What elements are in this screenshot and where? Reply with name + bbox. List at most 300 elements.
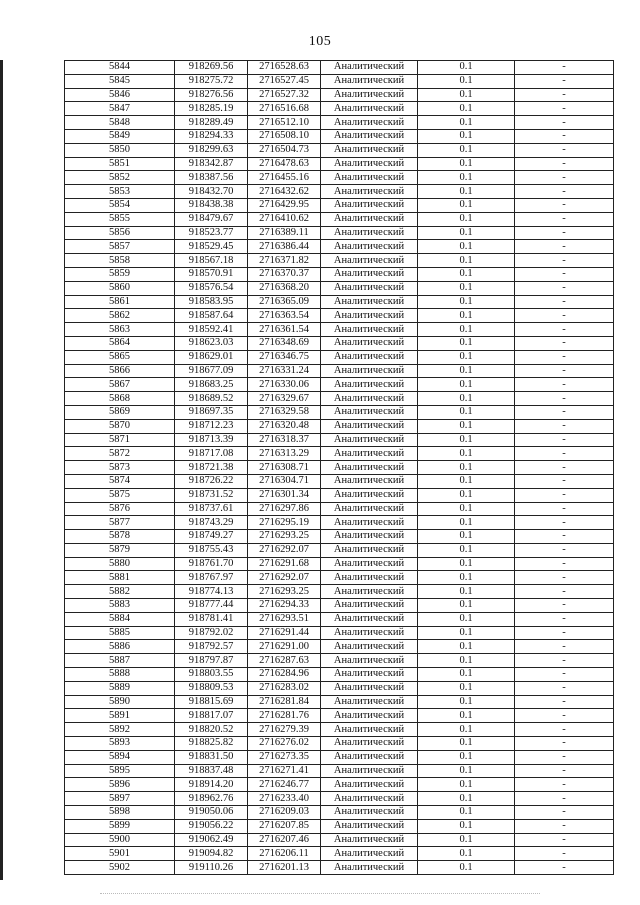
y-coordinate-cell: 2716329.58 [248,405,321,419]
point-number-cell: 5846 [65,88,175,102]
method-cell: Аналитический [321,392,418,406]
point-number-cell: 5852 [65,171,175,185]
y-coordinate-cell: 2716297.86 [248,502,321,516]
note-cell: - [515,74,614,88]
note-cell: - [515,474,614,488]
note-cell: - [515,599,614,613]
x-coordinate-cell: 918797.87 [175,654,248,668]
x-coordinate-cell: 918837.48 [175,764,248,778]
method-cell: Аналитический [321,336,418,350]
accuracy-cell: 0.1 [418,198,515,212]
scan-edge-bar [0,60,3,880]
accuracy-cell: 0.1 [418,474,515,488]
method-cell: Аналитический [321,599,418,613]
accuracy-cell: 0.1 [418,792,515,806]
table-row [65,461,614,475]
method-cell: Аналитический [321,323,418,337]
table-row [65,723,614,737]
method-cell: Аналитический [321,364,418,378]
note-cell: - [515,778,614,792]
accuracy-cell: 0.1 [418,212,515,226]
x-coordinate-cell: 918623.03 [175,336,248,350]
note-cell: - [515,323,614,337]
table-row [65,764,614,778]
point-number-cell: 5901 [65,847,175,861]
accuracy-cell: 0.1 [418,157,515,171]
point-number-cell: 5868 [65,392,175,406]
accuracy-cell: 0.1 [418,806,515,820]
y-coordinate-cell: 2716386.44 [248,240,321,254]
point-number-cell: 5885 [65,626,175,640]
point-number-cell: 5855 [65,212,175,226]
accuracy-cell: 0.1 [418,74,515,88]
y-coordinate-cell: 2716516.68 [248,102,321,116]
accuracy-cell: 0.1 [418,88,515,102]
coordinates-table [64,60,614,875]
method-cell: Аналитический [321,226,418,240]
x-coordinate-cell: 918809.53 [175,681,248,695]
method-cell: Аналитический [321,295,418,309]
y-coordinate-cell: 2716206.11 [248,847,321,861]
method-cell: Аналитический [321,543,418,557]
point-number-cell: 5877 [65,516,175,530]
method-cell: Аналитический [321,571,418,585]
note-cell: - [515,488,614,502]
method-cell: Аналитический [321,171,418,185]
note-cell: - [515,88,614,102]
note-cell: - [515,433,614,447]
y-coordinate-cell: 2716279.39 [248,723,321,737]
note-cell: - [515,212,614,226]
point-number-cell: 5872 [65,447,175,461]
note-cell: - [515,516,614,530]
x-coordinate-cell: 918820.52 [175,723,248,737]
note-cell: - [515,226,614,240]
table-row [65,488,614,502]
point-number-cell: 5851 [65,157,175,171]
table-row [65,750,614,764]
y-coordinate-cell: 2716304.71 [248,474,321,488]
x-coordinate-cell: 918697.35 [175,405,248,419]
point-number-cell: 5850 [65,143,175,157]
y-coordinate-cell: 2716292.07 [248,571,321,585]
x-coordinate-cell: 918479.67 [175,212,248,226]
accuracy-cell: 0.1 [418,267,515,281]
point-number-cell: 5886 [65,640,175,654]
x-coordinate-cell: 918677.09 [175,364,248,378]
note-cell: - [515,157,614,171]
point-number-cell: 5848 [65,116,175,130]
x-coordinate-cell: 918962.76 [175,792,248,806]
x-coordinate-cell: 918299.63 [175,143,248,157]
method-cell: Аналитический [321,806,418,820]
x-coordinate-cell: 918774.13 [175,585,248,599]
accuracy-cell: 0.1 [418,543,515,557]
accuracy-cell: 0.1 [418,695,515,709]
method-cell: Аналитический [321,350,418,364]
table-row [65,530,614,544]
note-cell: - [515,336,614,350]
note-cell: - [515,378,614,392]
accuracy-cell: 0.1 [418,392,515,406]
x-coordinate-cell: 918592.41 [175,323,248,337]
point-number-cell: 5866 [65,364,175,378]
y-coordinate-cell: 2716293.51 [248,612,321,626]
method-cell: Аналитический [321,778,418,792]
point-number-cell: 5874 [65,474,175,488]
method-cell: Аналитический [321,309,418,323]
table-row [65,336,614,350]
y-coordinate-cell: 2716508.10 [248,129,321,143]
page-number: 105 [308,34,332,49]
note-cell: - [515,309,614,323]
method-cell: Аналитический [321,695,418,709]
y-coordinate-cell: 2716371.82 [248,254,321,268]
table-row [65,792,614,806]
table-row [65,847,614,861]
point-number-cell: 5861 [65,295,175,309]
x-coordinate-cell: 919094.82 [175,847,248,861]
x-coordinate-cell: 918755.43 [175,543,248,557]
point-number-cell: 5890 [65,695,175,709]
x-coordinate-cell: 918743.29 [175,516,248,530]
note-cell: - [515,557,614,571]
scan-artifact [100,893,540,898]
x-coordinate-cell: 918523.77 [175,226,248,240]
method-cell: Аналитический [321,764,418,778]
accuracy-cell: 0.1 [418,571,515,585]
point-number-cell: 5854 [65,198,175,212]
note-cell: - [515,350,614,364]
table-row [65,474,614,488]
table-row [65,833,614,847]
y-coordinate-cell: 2716512.10 [248,116,321,130]
note-cell: - [515,750,614,764]
method-cell: Аналитический [321,281,418,295]
table-row [65,323,614,337]
point-number-cell: 5849 [65,129,175,143]
note-cell: - [515,61,614,75]
y-coordinate-cell: 2716527.45 [248,74,321,88]
table-row [65,654,614,668]
method-cell: Аналитический [321,516,418,530]
point-number-cell: 5891 [65,709,175,723]
accuracy-cell: 0.1 [418,336,515,350]
accuracy-cell: 0.1 [418,61,515,75]
y-coordinate-cell: 2716291.44 [248,626,321,640]
x-coordinate-cell: 918683.25 [175,378,248,392]
note-cell: - [515,668,614,682]
note-cell: - [515,571,614,585]
y-coordinate-cell: 2716410.62 [248,212,321,226]
note-cell: - [515,198,614,212]
accuracy-cell: 0.1 [418,447,515,461]
point-number-cell: 5871 [65,433,175,447]
accuracy-cell: 0.1 [418,364,515,378]
x-coordinate-cell: 918294.33 [175,129,248,143]
method-cell: Аналитический [321,378,418,392]
y-coordinate-cell: 2716292.07 [248,543,321,557]
point-number-cell: 5899 [65,819,175,833]
x-coordinate-cell: 918815.69 [175,695,248,709]
method-cell: Аналитический [321,737,418,751]
method-cell: Аналитический [321,833,418,847]
y-coordinate-cell: 2716527.32 [248,88,321,102]
note-cell: - [515,640,614,654]
y-coordinate-cell: 2716294.33 [248,599,321,613]
point-number-cell: 5888 [65,668,175,682]
x-coordinate-cell: 919050.06 [175,806,248,820]
table-row [65,626,614,640]
y-coordinate-cell: 2716348.69 [248,336,321,350]
y-coordinate-cell: 2716455.16 [248,171,321,185]
accuracy-cell: 0.1 [418,143,515,157]
accuracy-cell: 0.1 [418,226,515,240]
x-coordinate-cell: 918803.55 [175,668,248,682]
x-coordinate-cell: 918792.57 [175,640,248,654]
method-cell: Аналитический [321,750,418,764]
note-cell: - [515,281,614,295]
table-row [65,447,614,461]
accuracy-cell: 0.1 [418,309,515,323]
method-cell: Аналитический [321,267,418,281]
point-number-cell: 5881 [65,571,175,585]
y-coordinate-cell: 2716363.54 [248,309,321,323]
method-cell: Аналитический [321,723,418,737]
method-cell: Аналитический [321,626,418,640]
note-cell: - [515,737,614,751]
x-coordinate-cell: 918831.50 [175,750,248,764]
accuracy-cell: 0.1 [418,585,515,599]
accuracy-cell: 0.1 [418,405,515,419]
y-coordinate-cell: 2716281.84 [248,695,321,709]
note-cell: - [515,543,614,557]
y-coordinate-cell: 2716331.24 [248,364,321,378]
point-number-cell: 5878 [65,530,175,544]
method-cell: Аналитический [321,792,418,806]
point-number-cell: 5900 [65,833,175,847]
point-number-cell: 5859 [65,267,175,281]
method-cell: Аналитический [321,240,418,254]
y-coordinate-cell: 2716283.02 [248,681,321,695]
method-cell: Аналитический [321,819,418,833]
method-cell: Аналитический [321,74,418,88]
note-cell: - [515,240,614,254]
x-coordinate-cell: 918717.08 [175,447,248,461]
point-number-cell: 5895 [65,764,175,778]
y-coordinate-cell: 2716293.25 [248,585,321,599]
note-cell: - [515,530,614,544]
point-number-cell: 5902 [65,861,175,875]
note-cell: - [515,861,614,875]
table-row [65,419,614,433]
table-row [65,806,614,820]
x-coordinate-cell: 918825.82 [175,737,248,751]
accuracy-cell: 0.1 [418,323,515,337]
y-coordinate-cell: 2716308.71 [248,461,321,475]
x-coordinate-cell: 918387.56 [175,171,248,185]
method-cell: Аналитический [321,709,418,723]
table-row [65,185,614,199]
x-coordinate-cell: 918792.02 [175,626,248,640]
y-coordinate-cell: 2716284.96 [248,668,321,682]
table-row [65,143,614,157]
accuracy-cell: 0.1 [418,240,515,254]
x-coordinate-cell: 918275.72 [175,74,248,88]
note-cell: - [515,612,614,626]
point-number-cell: 5856 [65,226,175,240]
accuracy-cell: 0.1 [418,723,515,737]
x-coordinate-cell: 918289.49 [175,116,248,130]
table-row [65,240,614,254]
note-cell: - [515,709,614,723]
table-row [65,612,614,626]
x-coordinate-cell: 918570.91 [175,267,248,281]
accuracy-cell: 0.1 [418,516,515,530]
y-coordinate-cell: 2716368.20 [248,281,321,295]
accuracy-cell: 0.1 [418,378,515,392]
method-cell: Аналитический [321,557,418,571]
method-cell: Аналитический [321,488,418,502]
y-coordinate-cell: 2716429.95 [248,198,321,212]
note-cell: - [515,116,614,130]
method-cell: Аналитический [321,157,418,171]
point-number-cell: 5869 [65,405,175,419]
point-number-cell: 5867 [65,378,175,392]
note-cell: - [515,847,614,861]
method-cell: Аналитический [321,640,418,654]
method-cell: Аналитический [321,654,418,668]
accuracy-cell: 0.1 [418,847,515,861]
accuracy-cell: 0.1 [418,530,515,544]
note-cell: - [515,833,614,847]
table-row [65,640,614,654]
table-row [65,557,614,571]
note-cell: - [515,419,614,433]
point-number-cell: 5844 [65,61,175,75]
point-number-cell: 5847 [65,102,175,116]
y-coordinate-cell: 2716291.00 [248,640,321,654]
method-cell: Аналитический [321,502,418,516]
point-number-cell: 5894 [65,750,175,764]
x-coordinate-cell: 918721.38 [175,461,248,475]
y-coordinate-cell: 2716209.03 [248,806,321,820]
y-coordinate-cell: 2716276.02 [248,737,321,751]
note-cell: - [515,764,614,778]
point-number-cell: 5858 [65,254,175,268]
method-cell: Аналитический [321,102,418,116]
note-cell: - [515,585,614,599]
y-coordinate-cell: 2716361.54 [248,323,321,337]
x-coordinate-cell: 918567.18 [175,254,248,268]
method-cell: Аналитический [321,585,418,599]
accuracy-cell: 0.1 [418,350,515,364]
note-cell: - [515,295,614,309]
x-coordinate-cell: 918432.70 [175,185,248,199]
method-cell: Аналитический [321,419,418,433]
table-row [65,171,614,185]
y-coordinate-cell: 2716271.41 [248,764,321,778]
point-number-cell: 5876 [65,502,175,516]
table-row [65,819,614,833]
method-cell: Аналитический [321,185,418,199]
table-row [65,778,614,792]
table-row [65,737,614,751]
y-coordinate-cell: 2716233.40 [248,792,321,806]
x-coordinate-cell: 918285.19 [175,102,248,116]
point-number-cell: 5865 [65,350,175,364]
table-row [65,309,614,323]
note-cell: - [515,681,614,695]
y-coordinate-cell: 2716504.73 [248,143,321,157]
method-cell: Аналитический [321,143,418,157]
accuracy-cell: 0.1 [418,129,515,143]
table-row [65,433,614,447]
table-row [65,226,614,240]
y-coordinate-cell: 2716295.19 [248,516,321,530]
table-row [65,571,614,585]
y-coordinate-cell: 2716346.75 [248,350,321,364]
note-cell: - [515,806,614,820]
point-number-cell: 5862 [65,309,175,323]
method-cell: Аналитический [321,668,418,682]
x-coordinate-cell: 918269.56 [175,61,248,75]
x-coordinate-cell: 919056.22 [175,819,248,833]
note-cell: - [515,654,614,668]
accuracy-cell: 0.1 [418,102,515,116]
accuracy-cell: 0.1 [418,461,515,475]
method-cell: Аналитический [321,433,418,447]
point-number-cell: 5853 [65,185,175,199]
accuracy-cell: 0.1 [418,612,515,626]
x-coordinate-cell: 918689.52 [175,392,248,406]
y-coordinate-cell: 2716281.76 [248,709,321,723]
table-row [65,74,614,88]
point-number-cell: 5870 [65,419,175,433]
table-row [65,102,614,116]
y-coordinate-cell: 2716273.35 [248,750,321,764]
table-row [65,681,614,695]
method-cell: Аналитический [321,212,418,226]
table-row [65,378,614,392]
method-cell: Аналитический [321,405,418,419]
table-row [65,198,614,212]
table-row [65,281,614,295]
table-row [65,254,614,268]
point-number-cell: 5879 [65,543,175,557]
accuracy-cell: 0.1 [418,557,515,571]
point-number-cell: 5898 [65,806,175,820]
accuracy-cell: 0.1 [418,640,515,654]
method-cell: Аналитический [321,447,418,461]
accuracy-cell: 0.1 [418,750,515,764]
y-coordinate-cell: 2716389.11 [248,226,321,240]
note-cell: - [515,364,614,378]
y-coordinate-cell: 2716301.34 [248,488,321,502]
x-coordinate-cell: 918767.97 [175,571,248,585]
coordinates-table-body [65,61,614,875]
note-cell: - [515,171,614,185]
accuracy-cell: 0.1 [418,668,515,682]
point-number-cell: 5873 [65,461,175,475]
accuracy-cell: 0.1 [418,171,515,185]
point-number-cell: 5875 [65,488,175,502]
table-row [65,709,614,723]
x-coordinate-cell: 918587.64 [175,309,248,323]
y-coordinate-cell: 2716320.48 [248,419,321,433]
note-cell: - [515,143,614,157]
accuracy-cell: 0.1 [418,281,515,295]
